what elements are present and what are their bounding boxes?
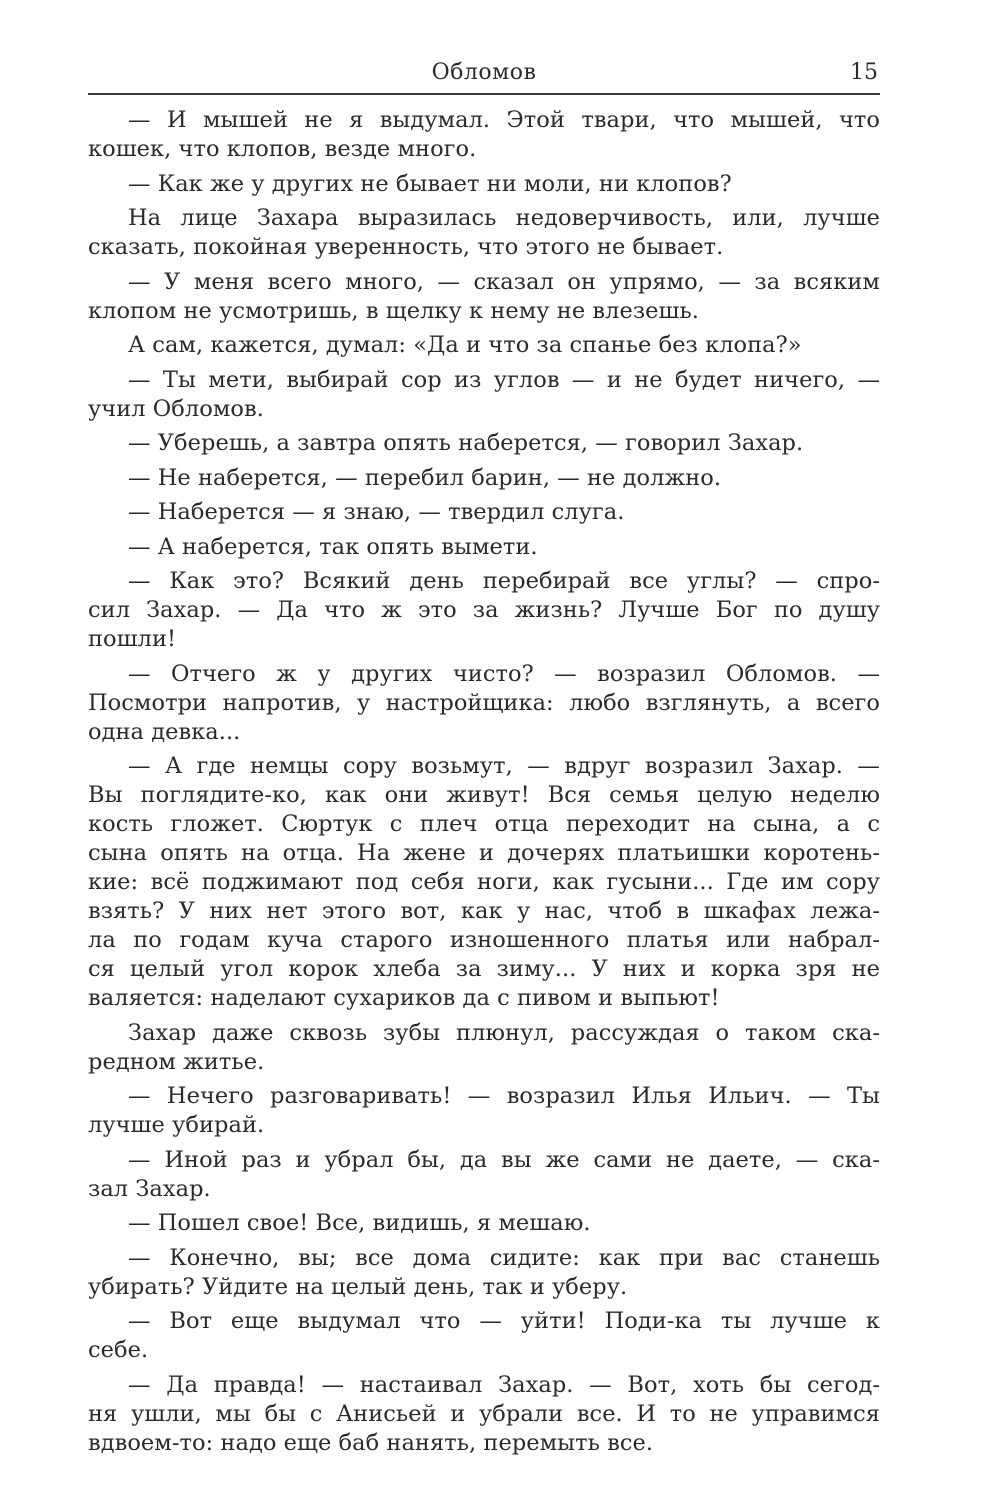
text-line: сил Захар. — Да что ж это за жизнь? Лучше Бог по душу bbox=[88, 597, 880, 623]
paragraph bbox=[88, 106, 880, 164]
text-line: — Уберешь, а завтра опять наберется, — говорил Захар. bbox=[128, 430, 804, 456]
text-line: зал Захар. bbox=[88, 1175, 211, 1202]
text-line: — Как же у других не бывает ни моли, ни клопов? bbox=[128, 170, 732, 197]
text-line: Вы поглядите-ко, как они живут! Вся семья целую неделю bbox=[88, 782, 880, 808]
text-line: клопом не усмотришь, в щелку к нему не влезешь. bbox=[88, 297, 699, 324]
running-head bbox=[88, 58, 880, 88]
text-line: сказать, покойная уверенность, что этого не бывает. bbox=[88, 234, 724, 260]
text-line: — Да правда! — настаивал Захар. — Вот, хоть бы сегод- bbox=[128, 1371, 880, 1398]
paragraph bbox=[88, 1019, 880, 1077]
text-line: — Вот еще выдумал что — уйти! Поди-ка ты лучше к bbox=[128, 1308, 880, 1334]
text-line: — Отчего ж у других чисто? — возразил Обломов. — bbox=[128, 660, 880, 687]
text-line: кошек, что клопов, везде много. bbox=[88, 136, 477, 162]
paragraph bbox=[88, 1146, 880, 1204]
text-line: учил Обломов. bbox=[88, 395, 264, 422]
paragraph bbox=[88, 533, 880, 562]
paragraph bbox=[88, 204, 880, 262]
paragraph bbox=[88, 752, 880, 1013]
text-line: лучше убирай. bbox=[88, 1112, 265, 1138]
paragraph bbox=[88, 170, 880, 199]
text-line: — У меня всего много, — сказал он упрямо, — за всяким bbox=[128, 268, 880, 295]
text-line: — Иной раз и убрал бы, да вы же сами не даете, — ска- bbox=[128, 1146, 880, 1173]
paragraph bbox=[88, 1209, 880, 1238]
text-line: — Конечно, вы; все дома сидите: как при вас станешь bbox=[128, 1244, 880, 1271]
text-line: Захар даже сквозь зубы плюнул, рассуждая о таком ска- bbox=[128, 1019, 880, 1046]
paragraph bbox=[88, 429, 880, 458]
paragraph bbox=[88, 366, 880, 424]
paragraph bbox=[88, 498, 880, 527]
text-line: — Наберется — я знаю, — твердил слуга. bbox=[128, 499, 625, 525]
text-line: пошли! bbox=[88, 626, 177, 652]
text-line: ла по годам куча старого изношенного платья или набрал- bbox=[88, 927, 880, 953]
text-line: — А наберется, так опять вымети. bbox=[128, 533, 538, 560]
paragraph bbox=[88, 1082, 880, 1140]
text-line: — Как это? Всякий день перебирай все углы? — спро- bbox=[128, 568, 880, 594]
paragraph bbox=[88, 1244, 880, 1302]
text-line: ся целый угол корок хлеба за зиму... У них и корка зря не bbox=[88, 956, 880, 982]
text-line: валяется: наделают сухариков да с пивом и выпьют! bbox=[88, 985, 720, 1011]
text-line: Посмотри напротив, у настройщика: любо взглянуть, а всего bbox=[88, 689, 880, 716]
text-line: ня ушли, мы бы с Анисьей и убрали все. И то не управимся bbox=[88, 1400, 880, 1427]
paragraph bbox=[88, 464, 880, 493]
text-line: — Ты мети, выбирай сор из углов — и не будет ничего, — bbox=[128, 366, 880, 393]
text-line: На лице Захара выразилась недоверчивость, или, лучше bbox=[128, 205, 880, 231]
text-line: редном житье. bbox=[88, 1048, 265, 1075]
header-rule bbox=[88, 93, 880, 95]
text-line: вдвоем-то: надо еще баб нанять, перемыть все. bbox=[88, 1429, 654, 1456]
paragraph bbox=[88, 1307, 880, 1365]
text-line: убирать? Уйдите на целый день, так и уберу. bbox=[88, 1273, 628, 1300]
text-line: одна девка... bbox=[88, 718, 241, 745]
text-line: кость гложет. Сюртук с плеч отца переходит на сына, а с bbox=[88, 811, 880, 837]
paragraph bbox=[88, 567, 880, 654]
body-text bbox=[88, 106, 880, 1463]
paragraph bbox=[88, 660, 880, 747]
text-line: себе. bbox=[88, 1337, 149, 1363]
text-line: — Не наберется, — перебил барин, — не должно. bbox=[128, 464, 722, 491]
paragraph bbox=[88, 1371, 880, 1458]
running-title: Обломов bbox=[431, 60, 537, 85]
text-line: — Пошел свое! Все, видишь, я мешаю. bbox=[128, 1210, 591, 1236]
paragraph bbox=[88, 268, 880, 326]
page-number: 15 bbox=[850, 60, 878, 85]
paragraph bbox=[88, 331, 880, 360]
text-line: кие: всё поджимают под себя ноги, как гусыни... Где им сору bbox=[88, 869, 880, 895]
text-line: сына опять на отца. На жене и дочерях платьишки коротень- bbox=[88, 840, 880, 866]
text-line: А сам, кажется, думал: «Да и что за спанье без клопа?» bbox=[128, 332, 802, 358]
text-line: — И мышей не я выдумал. Этой твари, что мышей, что bbox=[128, 107, 880, 133]
text-line: — А где немцы сору возьмут, — вдруг возразил Захар. — bbox=[128, 753, 880, 779]
text-line: взять? У них нет этого вот, как у нас, чтоб в шкафах лежа- bbox=[88, 898, 880, 924]
text-line: — Нечего разговаривать! — возразил Илья Ильич. — Ты bbox=[128, 1083, 880, 1109]
